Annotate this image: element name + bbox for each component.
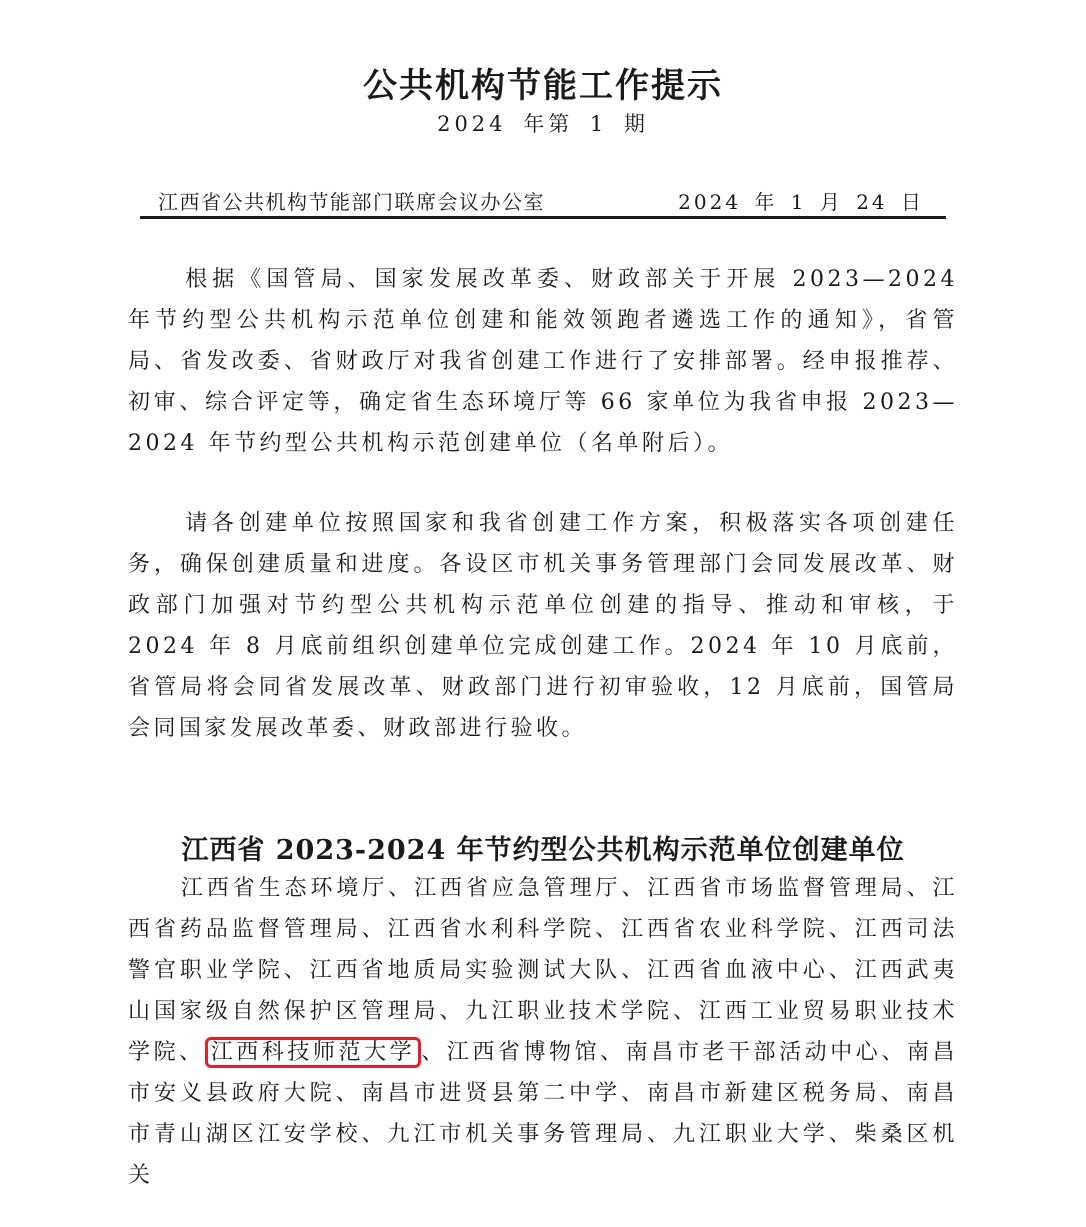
issuing-office: 江西省公共机构节能部门联席会议办公室: [158, 190, 545, 214]
unit-list: [128, 868, 958, 1196]
body-paragraph-1: 根据《国管局、国家发展改革委、财政部关于开展 2023—2024 年节约型公共机构示范单位创建和能效领跑者遴选工作的通知》，省管局、省发改委、省财政厅对我省创建工作进行了安排部署。经申报推荐、初审、综合评定等，确定省生态环境厅等 66 家单位为我省申报 2023—2024 年节约型公共机构示范创建单位（名单附后）。: [128, 267, 958, 456]
issuer-line: [140, 186, 946, 219]
unit-list-title: 江西省 2023-2024 年节约型公共机构示范单位创建单位: [181, 835, 905, 866]
issue-number: 2024 年第 1 期: [437, 112, 649, 136]
unit-list-before: 江西省生态环境厅、江西省应急管理厅、江西省市场监督管理局、江西省药品监督管理局、江西省水利科学院、江西省农业科学院、江西司法警官职业学院、江西省地质局实验测试大队、江西省血液中心、江西武夷山国家级自然保护区管理局、九江职业技术学院、江西工业贸易职业技术学院、: [128, 876, 958, 1065]
body-paragraph-2: 请各创建单位按照国家和我省创建工作方案，积极落实各项创建任务，确保创建质量和进度。各设区市机关事务管理部门会同发展改革、财政部门加强对节约型公共机构示范单位创建的指导、推动和审核，于 2024 年 8 月底前组织创建单位完成创建工作。2024 年 10 月底前，省管局将会同省发展改革、财政部门进行初审验收，12 月底前，国管局会同国家发展改革委、财政部进行验收。: [128, 511, 958, 741]
highlighted-unit: 江西科技师范大学: [205, 1037, 422, 1068]
document-title: 公共机构节能工作提示: [363, 66, 723, 106]
issue-date: 2024 年 1 月 24 日: [678, 190, 924, 214]
unit-list-after: 、江西省博物馆、南昌市老干部活动中心、南昌市安义县政府大院、南昌市进贤县第二中学、南昌市新建区税务局、南昌市青山湖区江安学校、九江市机关事务管理局、九江职业大学、柴桑区机关: [128, 1040, 958, 1188]
